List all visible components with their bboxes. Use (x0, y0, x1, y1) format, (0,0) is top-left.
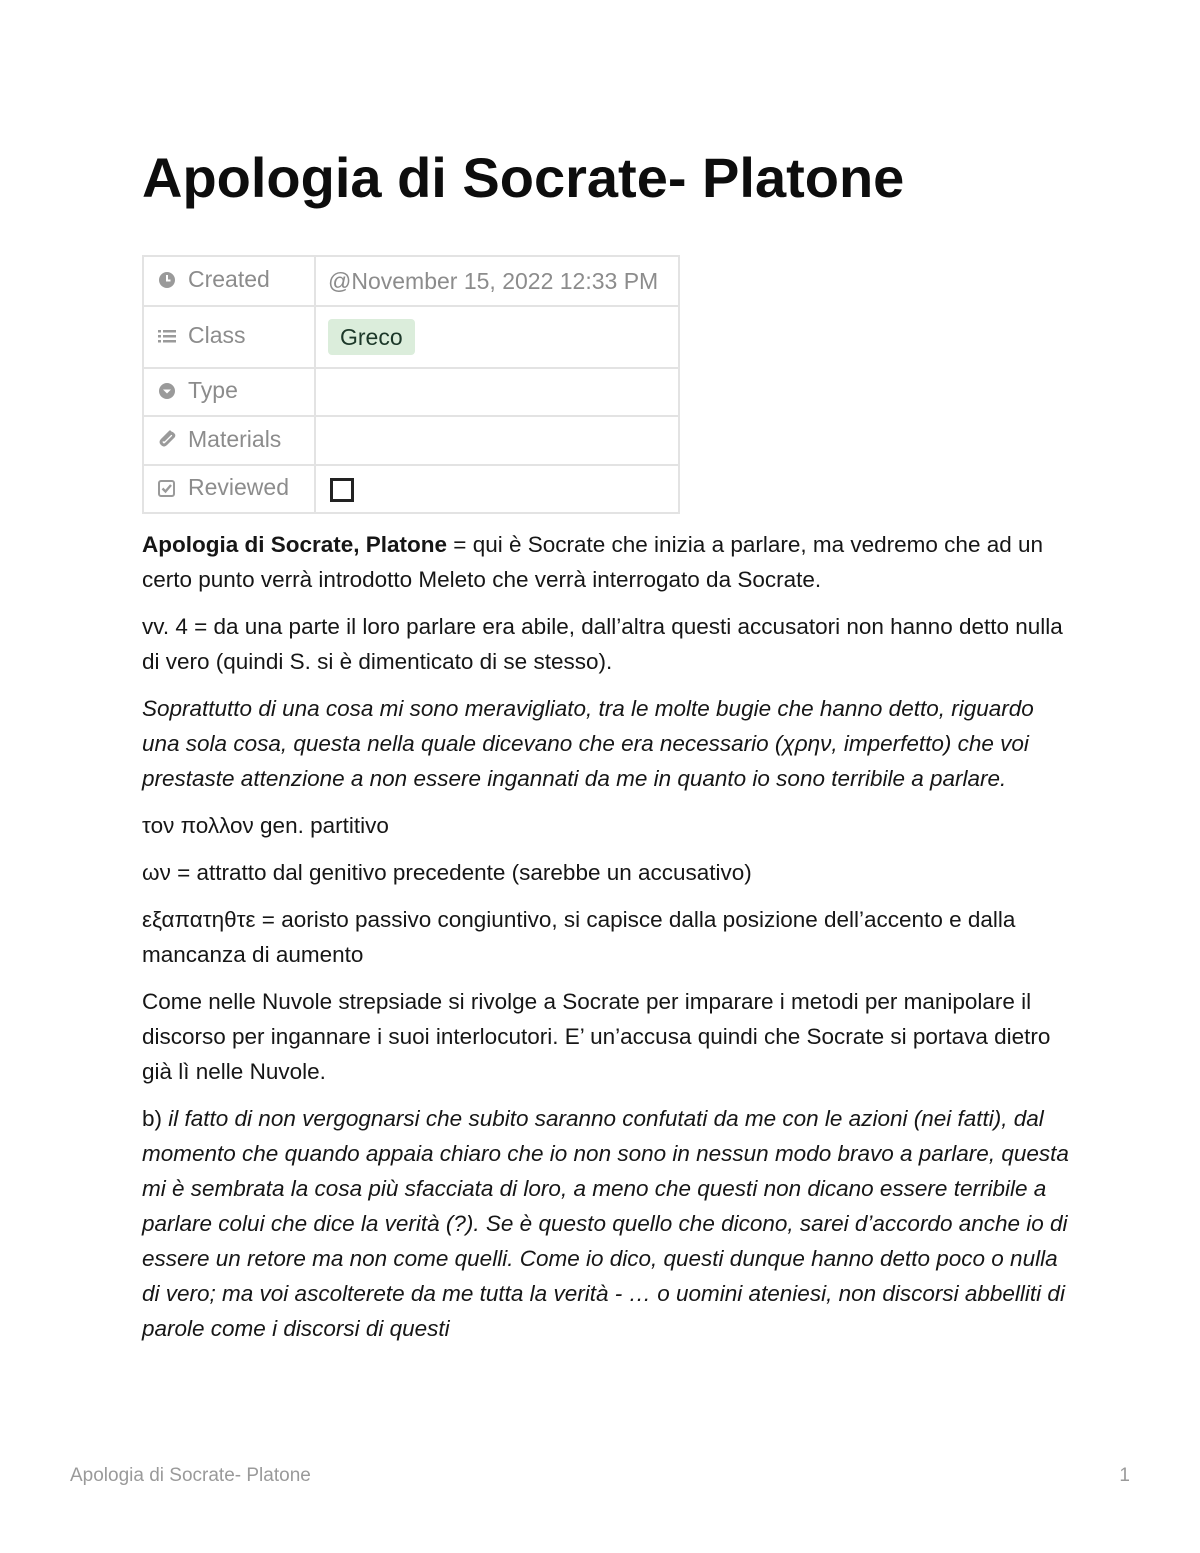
intro-text: = qui è Socrate che inizia a parlare, ma vedremo che ad un certo punto verrà introdotto Meleto che verrà interrogato da Socrate. (142, 532, 1044, 592)
reviewed-checkbox[interactable] (330, 478, 354, 502)
paragraph-vv4: vv. 4 = da una parte il loro parlare era abile, dall’altra questi accusatori non hanno detto nulla di vero (quindi S. si è dimenticato di se stesso). (142, 614, 1063, 674)
type-label: Type (188, 377, 238, 404)
reviewed-value-cell (315, 465, 679, 513)
class-tag[interactable]: Greco (328, 319, 415, 355)
paragraph-genitive-note: τον πολλον gen. partitivo (142, 813, 389, 838)
page-title: Apologia di Socrate- Platone (142, 146, 905, 209)
created-value[interactable]: @November 15, 2022 12:33 PM (315, 256, 679, 306)
paragraph-translation-1 (142, 691, 1072, 796)
paragraph-nuvole-note: Come nelle Nuvole strepsiade si rivolge a Socrate per imparare i metodi per manipolare il discorso per ingannare i suoi interlocutori. E’ un’accusa quindi che Socrate si portava dietro già lì nelle Nuvole. (142, 989, 1051, 1084)
class-label: Class (188, 322, 246, 349)
reviewed-label: Reviewed (188, 474, 289, 501)
clock-icon (156, 269, 178, 291)
type-value[interactable] (315, 368, 679, 416)
list-icon (156, 325, 178, 347)
created-label: Created (188, 266, 270, 293)
paragraph-aorist-note: εξαπατηθτε = aoristo passivo congiuntivo, si capisce dalla posizione dell’accento e dalla mancanza di aumento (142, 907, 1016, 967)
property-key-created (143, 256, 315, 306)
translation-b-text: il fatto di non vergognarsi che subito saranno confutati da me con le azioni (nei fatti), dal momento che quando appaia chiaro che io non sono in nessun modo bravo a parlare, questa mi è sembrata la cosa più sfacciata di loro, a meno che questi non dicano essere terribile a parlare colui che dice la verità (?). Se è questo quello che dicono, sarei d’accordo anche io di essere un retore ma non come quelli. Come io dico, questi dunque hanno detto poco o nulla di vero; ma voi ascolterete da me tutta la verità - … o uomini ateniesi, non discorsi abbelliti di parole come i discorsi di questi (142, 1106, 1069, 1341)
footer-title: Apologia di Socrate- Platone (70, 1465, 311, 1486)
intro-bold-title: Apologia di Socrate, Platone (142, 532, 448, 557)
property-key-type (143, 368, 315, 416)
properties-table (142, 255, 680, 514)
property-row-created (143, 256, 679, 306)
materials-label: Materials (188, 425, 282, 452)
translation-b-prefix: b) (142, 1106, 169, 1131)
note-body (142, 527, 1072, 1358)
checkbox-icon (156, 477, 178, 499)
paragraph-attraction-note: ων = attratto dal genitivo precedente (sarebbe un accusativo) (142, 860, 752, 885)
property-row-reviewed (143, 465, 679, 513)
class-value-cell[interactable] (315, 306, 679, 368)
translation-1-text: Soprattutto di una cosa mi sono meravigliato, tra le molte bugie che hanno detto, riguardo una sola cosa, questa nella quale dicevano che era necessario (χρην, imperfetto) che voi prestaste attenzione a non essere ingannati da me in quanto io sono terribile a parlare. (142, 696, 1034, 791)
paragraph-translation-b (142, 1101, 1072, 1346)
property-key-reviewed (143, 465, 315, 513)
paragraph-intro (142, 527, 1072, 597)
property-key-class (143, 306, 315, 368)
materials-value[interactable] (315, 416, 679, 465)
property-row-type (143, 368, 679, 416)
property-row-materials (143, 416, 679, 465)
select-icon (156, 380, 178, 402)
paperclip-icon (156, 428, 178, 450)
property-key-materials (143, 416, 315, 465)
property-row-class (143, 306, 679, 368)
footer-page-number: 1 (1119, 1465, 1130, 1486)
